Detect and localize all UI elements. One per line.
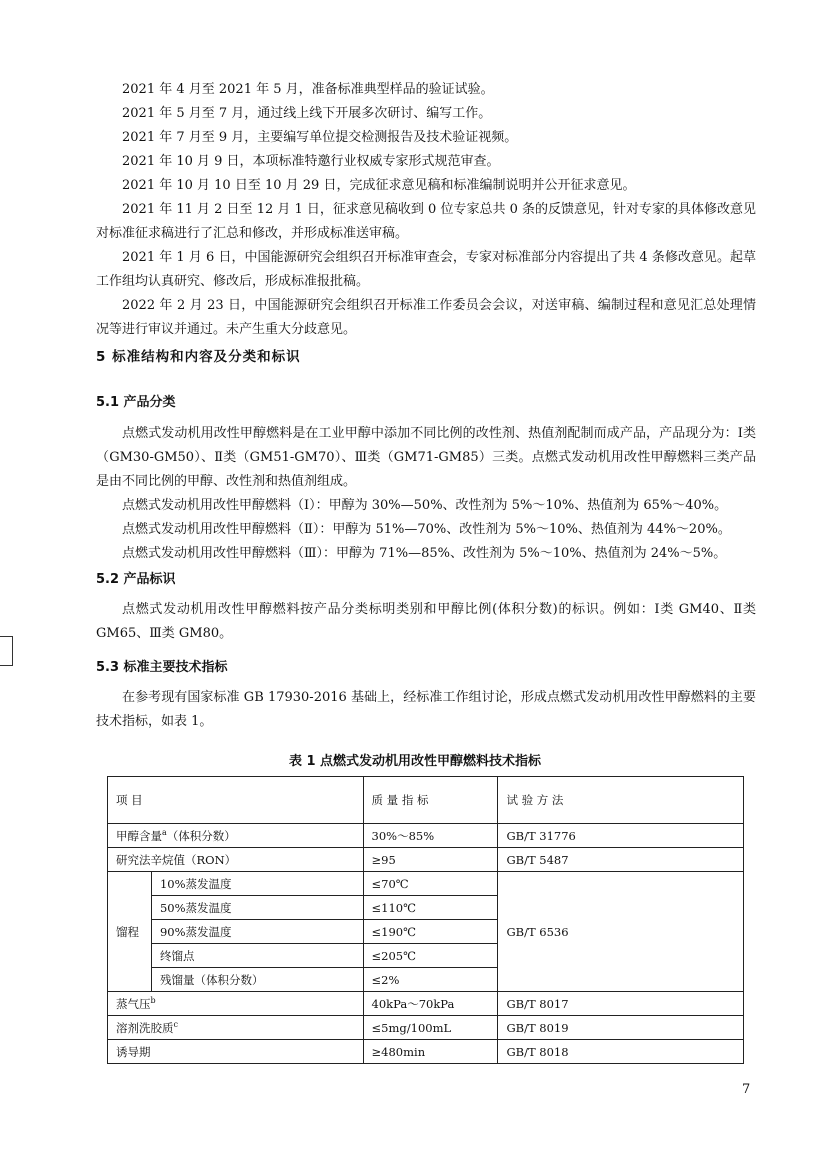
paragraph: 2021 年 5 月至 7 月，通过线上线下开展多次研讨、编写工作。 <box>122 106 492 121</box>
item-text: 甲醇含量 <box>116 828 162 843</box>
cell-method: GB/T 8017 <box>498 992 744 1016</box>
cell-quality: ≤110℃ <box>363 896 498 920</box>
paragraph: 2021 年 4 月至 2021 年 5 月，准备标准典型样品的验证试验。 <box>122 82 494 97</box>
subsection-heading: 5.3 标准主要技术指标 <box>96 660 228 675</box>
paragraph: 点燃式发动机用改性甲醇燃料（Ⅲ）：甲醇为 71%—85%、改性剂为 5%～10%、热值剂为 24%～5%。 <box>122 546 727 561</box>
item-text: 蒸气压 <box>116 996 151 1011</box>
cell-method: GB/T 6536 <box>498 872 744 992</box>
cell-item <box>108 1016 364 1040</box>
cell-quality: ≥480min <box>363 1040 498 1064</box>
table-caption: 表 1 点燃式发动机用改性甲醇燃料技术指标 <box>288 754 542 769</box>
page-number: 7 <box>742 1082 751 1097</box>
cell-item: 残馏量（体积分数） <box>151 968 363 992</box>
item-suffix: （体积分数） <box>166 828 236 843</box>
header-quality: 质 量 指 标 <box>363 777 498 824</box>
footnote-mark: b <box>150 995 156 1005</box>
cell-quality: ≥95 <box>363 848 498 872</box>
section-heading: 5 标准结构和内容及分类和标识 <box>96 349 301 365</box>
cell-item: 10%蒸发温度 <box>151 872 363 896</box>
cell-item: 终馏点 <box>151 944 363 968</box>
table-row <box>108 992 744 1016</box>
table-row <box>108 848 744 872</box>
footnote-mark: c <box>173 1019 178 1029</box>
paragraph: 2021 年 10 月 10 日至 10 月 29 日，完成征求意见稿和标准编制说明并公开征求意见。 <box>122 178 636 193</box>
cell-quality: ≤190℃ <box>363 920 498 944</box>
paragraph: 2021 年 1 月 6 日，中国能源研究会组织召开标准审查会，专家对标准部分内容提出了共 4 条修改意见。起草工作组均认真研究、修改后，形成标准报批稿。 <box>96 250 756 289</box>
section-5-1-text <box>96 422 756 566</box>
section-5-2-text <box>96 598 756 646</box>
paragraph: 在参考现有国家标准 GB 17930-2016 基础上，经标准工作组讨论，形成点燃式发动机用改性甲醇燃料的主要技术指标，如表 1。 <box>96 690 756 729</box>
cell-method: GB/T 5487 <box>498 848 744 872</box>
table-row <box>108 1040 744 1064</box>
cell-group-label: 馏程 <box>108 872 152 992</box>
table-row <box>108 872 744 896</box>
cell-quality: ≤2% <box>363 968 498 992</box>
cell-item: 研究法辛烷值（RON） <box>108 848 364 872</box>
cell-quality: 30%～85% <box>363 824 498 848</box>
cell-quality: ≤5mg/100mL <box>363 1016 498 1040</box>
item-text: 溶剂洗胶质 <box>116 1020 174 1035</box>
table-row <box>108 824 744 848</box>
cell-quality: 40kPa～70kPa <box>363 992 498 1016</box>
footnote-mark: a <box>162 827 167 837</box>
paragraph: 点燃式发动机用改性甲醇燃料按产品分类标明类别和甲醇比例(体积分数)的标识。例如：Ⅰ类 GM40、Ⅱ类 GM65、Ⅲ类 GM80。 <box>96 602 756 641</box>
paragraph: 2021 年 7 月至 9 月，主要编写单位提交检测报告及技术验证视频。 <box>122 130 518 145</box>
cell-item: 诱导期 <box>108 1040 364 1064</box>
paragraph: 2021 年 11 月 2 日至 12 月 1 日，征求意见稿收到 0 位专家总共 0 条的反馈意见，针对专家的具体修改意见对标准征求稿进行了汇总和修改，并形成标准送审稿。 <box>96 202 756 241</box>
cell-item: 90%蒸发温度 <box>151 920 363 944</box>
paragraph: 点燃式发动机用改性甲醇燃料（Ⅰ）：甲醇为 30%—50%、改性剂为 5%～10%、热值剂为 65%～40%。 <box>122 498 728 513</box>
paragraph: 点燃式发动机用改性甲醇燃料（Ⅱ）：甲醇为 51%—70%、改性剂为 5%～10%、热值剂为 44%～20%。 <box>122 522 731 537</box>
cell-method: GB/T 31776 <box>498 824 744 848</box>
cell-quality: ≤205℃ <box>363 944 498 968</box>
cell-method: GB/T 8019 <box>498 1016 744 1040</box>
header-method: 试 验 方 法 <box>498 777 744 824</box>
section-5-3-text <box>96 686 756 734</box>
margin-marker <box>0 636 13 666</box>
paragraph: 点燃式发动机用改性甲醇燃料是在工业甲醇中添加不同比例的改性剂、热值剂配制而成产品，产品现分为：Ⅰ类（GM30-GM50）、Ⅱ类（GM51-GM70）、Ⅲ类（GM71-GM85）三类。点燃式发动机用改性甲醇燃料三类产品是由不同比例的甲醇、改性剂和热值剂组成。 <box>96 426 756 489</box>
spec-table <box>107 776 744 1064</box>
table-header-row <box>108 777 744 824</box>
paragraph: 2021 年 10 月 9 日，本项标准特邀行业权威专家形式规范审查。 <box>122 154 500 169</box>
cell-item <box>108 824 364 848</box>
cell-method: GB/T 8018 <box>498 1040 744 1064</box>
table-row <box>108 1016 744 1040</box>
subsection-heading: 5.2 产品标识 <box>96 572 176 587</box>
cell-item <box>108 992 364 1016</box>
cell-item: 50%蒸发温度 <box>151 896 363 920</box>
cell-quality: ≤70℃ <box>363 872 498 896</box>
timeline-paragraphs <box>96 78 756 342</box>
header-item: 项 目 <box>108 777 364 824</box>
paragraph: 2022 年 2 月 23 日，中国能源研究会组织召开标准工作委员会会议，对送审稿、编制过程和意见汇总处理情况等进行审议并通过。未产生重大分歧意见。 <box>96 298 756 337</box>
subsection-heading: 5.1 产品分类 <box>96 395 176 410</box>
